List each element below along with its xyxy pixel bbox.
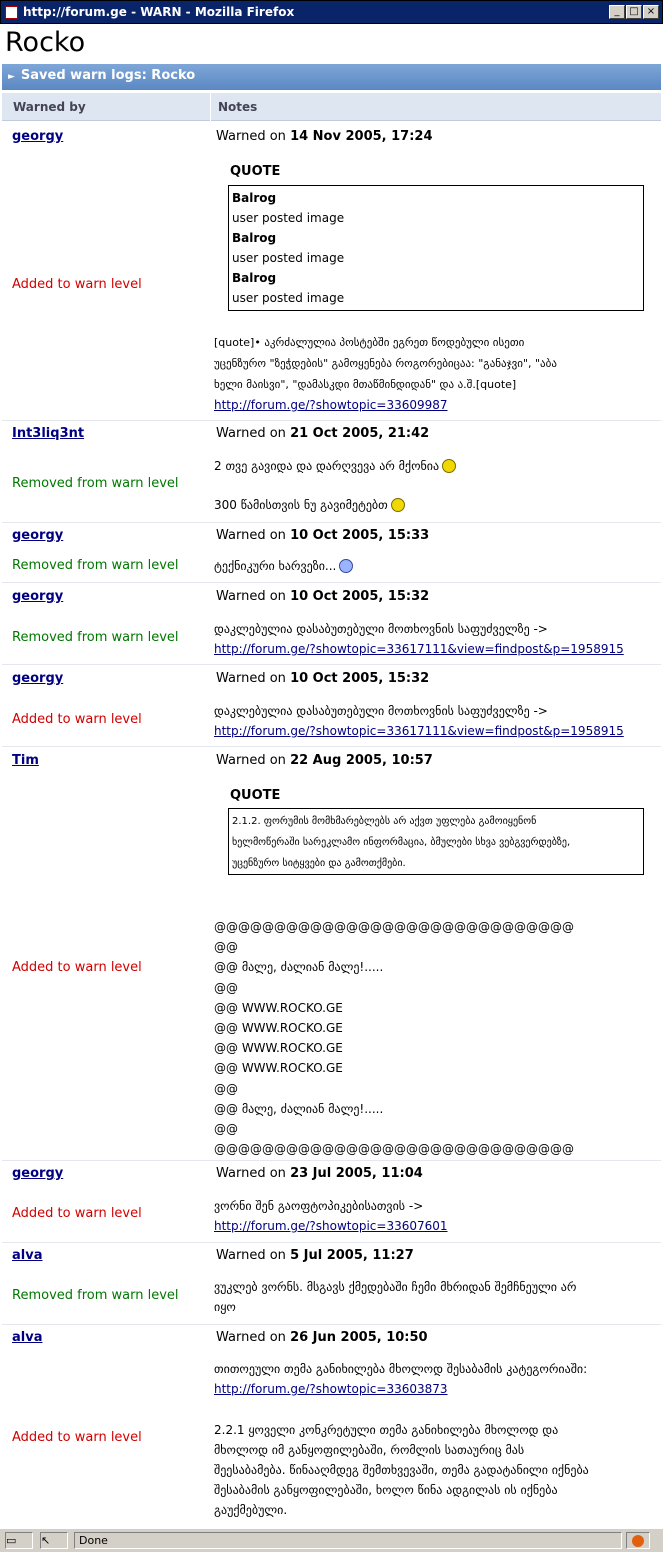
quote-label: QUOTE [230, 788, 281, 803]
note-text: [quote]• აკრძალულია პოსტებში ეგრეთ წოდებული ისეთი უცენზურო "ზეჭდების" გამოყენება როგორებიცაა: "განაჯვი", "აბა ხელი მაისვი", "დამასკდი მთაწმინდიდან" და ა.შ.[quote] http://forum.ge/?showtopic=33609987 [214, 336, 557, 412]
note-text: ვორნი შენ გაოფტოპიკებისათვის -> http://forum.ge/?showtopic=33607601 [214, 1199, 448, 1233]
section-title: Saved warn logs: Rocko [20, 68, 196, 83]
window-title: http://forum.ge - WARN - Mozilla Firefox [23, 5, 295, 19]
warn-level-status: Removed from warn level [12, 630, 179, 645]
window-titlebar [0, 0, 663, 24]
firefox-icon [5, 6, 18, 19]
warned-date: Warned on 10 Oct 2005, 15:32 [216, 671, 430, 686]
topic-link[interactable]: http://forum.ge/?showtopic=33603873 [214, 1382, 448, 1396]
smile-icon [442, 459, 456, 473]
user-link[interactable]: georgy [12, 129, 64, 144]
note-text: ვუკლებ ვორნს. მსგავს ქმედებაში ჩემი მხრიდან შემჩნეული არ იყო [214, 1280, 577, 1314]
warned-date: Warned on 23 Jul 2005, 11:04 [216, 1166, 423, 1181]
quote-label: QUOTE [230, 164, 281, 179]
cursor-icon[interactable]: ↖ [40, 1532, 68, 1549]
quote-box: Balrog user posted image Balrog user posted image Balrog user posted image [228, 185, 644, 311]
note-text: 2 თვე გავიდა და დარღვევა არ მქონია [214, 456, 659, 476]
user-link[interactable]: georgy [12, 671, 64, 686]
warn-level-status: Added to warn level [12, 712, 142, 727]
warned-date: Warned on 10 Oct 2005, 15:33 [216, 528, 430, 543]
rule-text: 2.2.1 ყოველი კონკრეტული თემა განიხილება მხოლოდ და მხოლოდ იმ განყოფილებაში, რომლის სათაურიც მას შეესაბამება. წინააღმდეგ შემთხვევაში, თემა გადატანილი იქნება შესაბამის განყოფილებაში, ხოლო წინა ადგილას ის იქნება გაუქმებული. [214, 1423, 589, 1517]
column-notes: Notes [218, 100, 258, 114]
user-link[interactable]: Int3liq3nt [12, 426, 85, 441]
smile-icon [391, 498, 405, 512]
minimize-button[interactable]: _ [609, 5, 625, 19]
topic-link[interactable]: http://forum.ge/?showtopic=33609987 [214, 398, 448, 412]
firefox-status-icon [626, 1532, 650, 1549]
maximize-button[interactable]: □ [626, 5, 642, 19]
user-link[interactable]: Tim [12, 753, 39, 768]
user-link[interactable]: georgy [12, 528, 64, 543]
sad-icon [339, 559, 353, 573]
warn-level-status: Added to warn level [12, 1430, 142, 1445]
status-text: Done [74, 1532, 622, 1549]
user-link[interactable]: alva [12, 1248, 43, 1263]
close-button[interactable]: × [643, 5, 659, 19]
spam-signature-text: @@@@@@@@@@@@@@@@@@@@@@@@@@@@@@ @@ @@ მალე, ძალიან მალე!..... @@ @@ WWW.ROCKO.GE @@ WWW.ROCKO.GE @@ WWW.ROCKO.GE @@ WWW.ROCKO.GE @@ @@ მალე, ძალიან მალე!..... @@ @@@@@@@@@@@@@@@@@@@@@@@@@@@@@@ [214, 920, 574, 1157]
user-link[interactable]: alva [12, 1330, 43, 1345]
column-warned-by: Warned by [13, 100, 86, 114]
section-header [2, 64, 661, 90]
statusbar [0, 1528, 663, 1552]
user-link[interactable]: georgy [12, 589, 64, 604]
topic-link[interactable]: http://forum.ge/?showtopic=33617111&view=findpost&p=1958915 [214, 724, 624, 738]
note-text: დაკლებულია დასაბუთებული მოთხოვნის საფუძველზე -> http://forum.ge/?showtopic=33617111&view=findpost&p=1958915 [214, 622, 624, 656]
warn-level-status: Added to warn level [12, 1206, 142, 1221]
note-text: ტექნიკური ხარვეზი... [214, 556, 659, 576]
warn-level-status: Added to warn level [12, 277, 142, 292]
warned-date: Warned on 10 Oct 2005, 15:32 [216, 589, 430, 604]
warned-date: Warned on 5 Jul 2005, 11:27 [216, 1248, 414, 1263]
quote-box: 2.1.2. ფორუმის მომხმარებლებს არ აქვთ უფლება გამოიყენონ ხელმოწერაში სარეკლამო ინფორმაცია, ბმულები სხვა ვებგვერდებზე, უცენზურო სიტყვები და გამოთქმები. [228, 808, 644, 875]
warned-date: Warned on 22 Aug 2005, 10:57 [216, 753, 433, 768]
note-text: დაკლებულია დასაბუთებული მოთხოვნის საფუძველზე -> http://forum.ge/?showtopic=33617111&view=findpost&p=1958915 [214, 704, 624, 738]
warned-date: Warned on 14 Nov 2005, 17:24 [216, 129, 433, 144]
warned-date: Warned on 26 Jun 2005, 10:50 [216, 1330, 428, 1345]
arrow-right-icon: ► [8, 72, 15, 82]
warned-date: Warned on 21 Oct 2005, 21:42 [216, 426, 430, 441]
warn-level-status: Removed from warn level [12, 558, 179, 573]
topic-link[interactable]: http://forum.ge/?showtopic=33617111&view=findpost&p=1958915 [214, 642, 624, 656]
warn-level-status: Added to warn level [12, 960, 142, 975]
note-text: 300 წამისთვის ნუ გავიმეტებთ [214, 495, 659, 515]
page-icon[interactable]: ▭ [5, 1532, 33, 1549]
user-link[interactable]: georgy [12, 1166, 64, 1181]
page-title: Rocko [5, 27, 86, 58]
note-text: თითოეული თემა განიხილება მხოლოდ შესაბამის კატეგორიაში: http://forum.ge/?showtopic=33603873 [214, 1362, 588, 1396]
warn-level-status: Removed from warn level [12, 476, 179, 491]
topic-link[interactable]: http://forum.ge/?showtopic=33607601 [214, 1219, 448, 1233]
table-header [2, 93, 661, 121]
warn-level-status: Removed from warn level [12, 1288, 179, 1303]
